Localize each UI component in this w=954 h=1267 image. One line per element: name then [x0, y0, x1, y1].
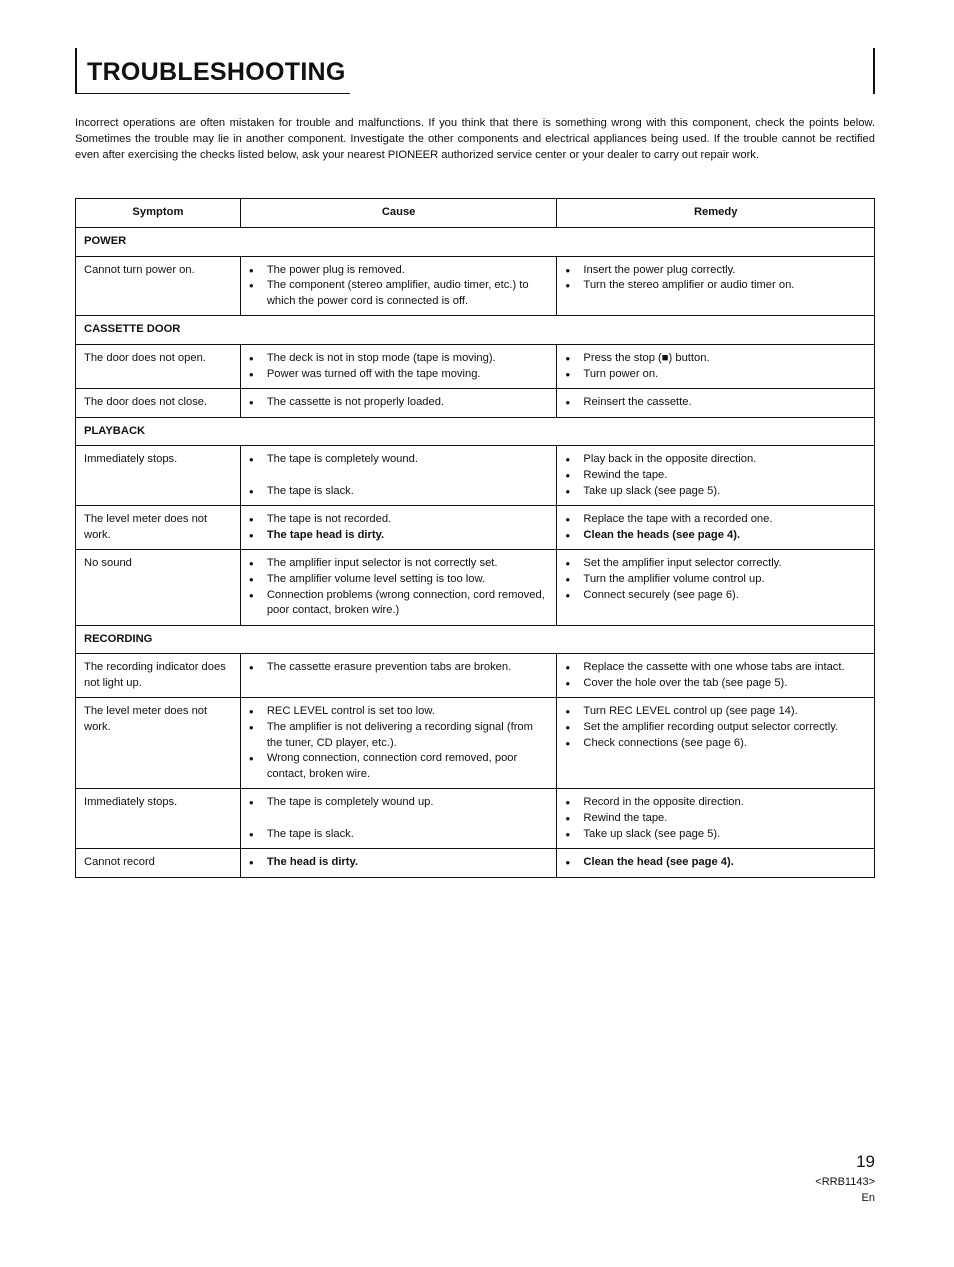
- cause-item: ● The tape is slack.: [249, 827, 549, 843]
- remedy-list: [565, 263, 866, 294]
- cause-item: ● The deck is not in stop mode (tape is moving).: [249, 351, 549, 367]
- section-row: [76, 228, 875, 257]
- troubleshooting-table: [75, 198, 875, 878]
- remedy-list: [565, 395, 866, 411]
- remedy-item: ● Replace the cassette with one whose tabs are intact.: [565, 660, 866, 676]
- table-row: [76, 849, 875, 878]
- remedy-cell: [557, 550, 875, 625]
- symptom-cell: Immediately stops.: [76, 446, 241, 506]
- cause-item: ● The cassette is not properly loaded.: [249, 395, 549, 411]
- remedy-cell: [557, 849, 875, 878]
- section-heading: PLAYBACK: [76, 417, 875, 446]
- cause-list: [249, 351, 549, 382]
- remedy-cell: [557, 698, 875, 789]
- remedy-item: ● Clean the heads (see page 4).: [565, 528, 866, 544]
- symptom-cell: The door does not open.: [76, 344, 241, 388]
- table-row: [76, 550, 875, 625]
- cause-cell: [240, 506, 557, 550]
- remedy-item: ● Record in the opposite direction.: [565, 795, 866, 811]
- cause-item: ● The tape is not recorded.: [249, 512, 549, 528]
- table-row: [76, 654, 875, 698]
- table-row: [76, 789, 875, 849]
- title-underline: [75, 93, 350, 94]
- table-row: [76, 446, 875, 506]
- section-heading: RECORDING: [76, 625, 875, 654]
- table-row: [76, 389, 875, 418]
- symptom-cell: The door does not close.: [76, 389, 241, 418]
- remedy-item: ● Rewind the tape.: [565, 811, 866, 827]
- remedy-item: ● Set the amplifier input selector correctly.: [565, 556, 866, 572]
- header-cause: Cause: [240, 199, 557, 228]
- cause-list: [249, 855, 549, 871]
- table-row: [76, 506, 875, 550]
- remedy-item: ● Rewind the tape.: [565, 468, 866, 484]
- symptom-cell: No sound: [76, 550, 241, 625]
- cause-cell: [240, 789, 557, 849]
- cause-item: ● The cassette erasure prevention tabs are broken.: [249, 660, 549, 676]
- cause-list: [249, 660, 549, 676]
- remedy-cell: [557, 654, 875, 698]
- table-header-row: [76, 199, 875, 228]
- cause-list: [249, 452, 549, 499]
- remedy-list: [565, 351, 866, 382]
- remedy-list: [565, 452, 866, 499]
- remedy-item: ● Take up slack (see page 5).: [565, 484, 866, 500]
- cause-item: ● Wrong connection, connection cord removed, poor contact, broken wire.: [249, 751, 549, 782]
- cause-item: ● The head is dirty.: [249, 855, 549, 871]
- section-heading: CASSETTE DOOR: [76, 316, 875, 345]
- cause-cell: [240, 698, 557, 789]
- remedy-item: ● Reinsert the cassette.: [565, 395, 866, 411]
- remedy-cell: [557, 344, 875, 388]
- cause-cell: [240, 446, 557, 506]
- cause-item: ● The component (stereo amplifier, audio timer, etc.) to which the power cord is connected is off.: [249, 278, 549, 309]
- remedy-item: ● Clean the head (see page 4).: [565, 855, 866, 871]
- remedy-cell: [557, 789, 875, 849]
- doc-code: <RRB1143>: [815, 1176, 875, 1188]
- cause-cell: [240, 654, 557, 698]
- table-row: [76, 698, 875, 789]
- cause-cell: [240, 256, 557, 316]
- remedy-item: ● Take up slack (see page 5).: [565, 827, 866, 843]
- cause-list: [249, 263, 549, 310]
- cause-item: ● REC LEVEL control is set too low.: [249, 704, 549, 720]
- cause-item: ● The power plug is removed.: [249, 263, 549, 279]
- cause-list: [249, 556, 549, 618]
- remedy-item: ● Cover the hole over the tab (see page 5).: [565, 676, 866, 692]
- header-symptom: Symptom: [76, 199, 241, 228]
- cause-item: ● Connection problems (wrong connection, cord removed, poor contact, broken wire.): [249, 588, 549, 619]
- remedy-cell: [557, 256, 875, 316]
- remedy-item: ● Set the amplifier recording output selector correctly.: [565, 720, 866, 736]
- title-left-rule: [75, 48, 77, 94]
- section-row: [76, 625, 875, 654]
- symptom-cell: The recording indicator does not light up.: [76, 654, 241, 698]
- cause-cell: [240, 389, 557, 418]
- language-code: En: [861, 1192, 875, 1204]
- title-box: [75, 48, 875, 94]
- remedy-list: [565, 855, 866, 871]
- remedy-cell: [557, 389, 875, 418]
- cause-item: ● The amplifier volume level setting is too low.: [249, 572, 549, 588]
- remedy-item: ● Turn the amplifier volume control up.: [565, 572, 866, 588]
- cause-cell: [240, 344, 557, 388]
- symptom-cell: The level meter does not work.: [76, 506, 241, 550]
- remedy-item: ● Press the stop (■) button.: [565, 351, 866, 367]
- symptom-cell: Cannot record: [76, 849, 241, 878]
- cause-item: ● Power was turned off with the tape moving.: [249, 367, 549, 383]
- cause-item: ● The amplifier input selector is not correctly set.: [249, 556, 549, 572]
- section-row: [76, 417, 875, 446]
- table-row: [76, 256, 875, 316]
- symptom-cell: Cannot turn power on.: [76, 256, 241, 316]
- cause-list: [249, 704, 549, 782]
- cause-item: ● The amplifier is not delivering a recording signal (from the tuner, CD player, etc.).: [249, 720, 549, 751]
- cause-item: ● The tape is slack.: [249, 484, 549, 500]
- cause-list: [249, 395, 549, 411]
- table-row: [76, 344, 875, 388]
- cause-list: [249, 512, 549, 543]
- intro-paragraph: Incorrect operations are often mistaken for trouble and malfunctions. If you think that there is something wrong with this component, check the points below. Sometimes the trouble may lie in another component. Investigate the other components and electrical appliances being used. If the trouble cannot be rectified even after exercising the checks listed below, ask your nearest PIONEER authorized service center or your dealer to carry out repair work.: [75, 117, 875, 161]
- cause-cell: [240, 550, 557, 625]
- remedy-list: [565, 660, 866, 691]
- cause-cell: [240, 849, 557, 878]
- remedy-cell: [557, 506, 875, 550]
- header-remedy: Remedy: [557, 199, 875, 228]
- remedy-list: [565, 704, 866, 751]
- remedy-cell: [557, 446, 875, 506]
- cause-list: [249, 795, 549, 842]
- remedy-item: ● Turn REC LEVEL control up (see page 14).: [565, 704, 866, 720]
- page-number: 19: [856, 1152, 875, 1171]
- title-right-rule: [873, 48, 875, 94]
- cause-item: ● The tape head is dirty.: [249, 528, 549, 544]
- remedy-item: ● Turn the stereo amplifier or audio timer on.: [565, 278, 866, 294]
- remedy-item: ● Connect securely (see page 6).: [565, 588, 866, 604]
- cause-item: ● The tape is completely wound up.: [249, 795, 549, 811]
- remedy-item: ● Insert the power plug correctly.: [565, 263, 866, 279]
- section-row: [76, 316, 875, 345]
- section-heading: POWER: [76, 228, 875, 257]
- table-body: [76, 228, 875, 878]
- remedy-item: ● Play back in the opposite direction.: [565, 452, 866, 468]
- symptom-cell: Immediately stops.: [76, 789, 241, 849]
- remedy-item: ● Turn power on.: [565, 367, 866, 383]
- remedy-list: [565, 556, 866, 603]
- cause-item: ● The tape is completely wound.: [249, 452, 549, 468]
- doc-code-block: [815, 1174, 875, 1206]
- symptom-cell: The level meter does not work.: [76, 698, 241, 789]
- remedy-list: [565, 795, 866, 842]
- remedy-item: ● Check connections (see page 6).: [565, 736, 866, 752]
- page-title: TROUBLESHOOTING: [87, 58, 346, 86]
- remedy-list: [565, 512, 866, 543]
- remedy-item: ● Replace the tape with a recorded one.: [565, 512, 866, 528]
